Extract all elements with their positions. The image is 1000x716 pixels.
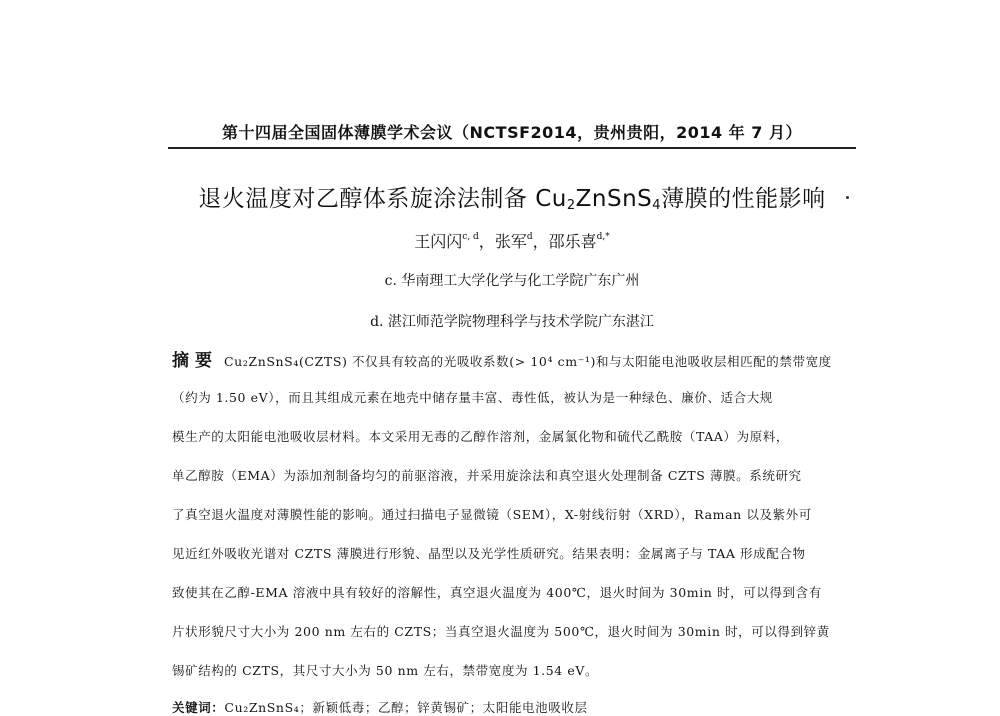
author-3: 邵乐喜 <box>548 232 597 251</box>
keywords-line <box>172 698 860 716</box>
header-rule <box>168 147 856 149</box>
author-2-affil: d <box>526 232 533 242</box>
author-1-affil: c, d <box>462 232 479 242</box>
affiliation-c: c. 华南理工大学化学与化工学院广东广州 <box>384 273 640 289</box>
abstract-line: 片状形貌尺寸大小为 200 nm 左右的 CZTS；当真空退火温度为 500℃，退火时间为 30min 时，可以得到锌黄 <box>172 624 830 639</box>
author-list <box>250 229 774 252</box>
author-2: 张军 <box>494 232 527 251</box>
stray-dot <box>846 196 849 199</box>
title-subscript-2: 4 <box>652 198 662 213</box>
keywords-text: Cu₂ZnSnS₄；新颖低毒；乙醇；锌黄锡矿；太阳能电池吸收层 <box>224 700 588 715</box>
abstract-line <box>172 346 860 371</box>
abstract-line-text: Cu₂ZnSnS₄(CZTS) 不仅具有较高的光吸收系数(> 10⁴ cm⁻¹)和与太阳能电池吸收层相匹配的禁带宽度 <box>224 354 832 369</box>
abstract-line: 模生产的太阳能电池吸收层材料。本文采用无毒的乙醇作溶剂，金属氯化物和硫代乙酰胺（TAA）为原料， <box>172 429 790 444</box>
abstract-line: 锡矿结构的 CZTS，其尺寸大小为 50 nm 左右，禁带宽度为 1.54 eV。 <box>172 663 599 678</box>
abstract-line: 见近红外吸收光谱对 CZTS 薄膜进行形貌、晶型以及光学性质研究。结果表明：金属离子与 TAA 形成配合物 <box>172 546 806 561</box>
abstract-line: 了真空退火温度对薄膜性能的影响。通过扫描电子显微镜（SEM），X-射线衍射（XRD），Raman 以及紫外可 <box>172 507 812 522</box>
paper-title <box>150 180 874 213</box>
abstract-line: 单乙醇胺（EMA）为添加剂制备均匀的前驱溶液，并采用旋涂法和真空退火处理制备 CZTS 薄膜。系统研究 <box>172 468 802 483</box>
abstract-line: 致使其在乙醇-EMA 溶液中具有较好的溶解性，真空退火温度为 400℃，退火时间为 30min 时，可以得到含有 <box>172 585 822 600</box>
title-part-3: 薄膜的性能影响 <box>661 186 826 212</box>
author-separator: ， <box>532 232 549 251</box>
affiliation-d: d. 湛江师范学院物理科学与技术学院广东湛江 <box>370 314 654 330</box>
title-subscript-1: 2 <box>566 198 576 213</box>
abstract-line: （约为 1.50 eV），而且其组成元素在地壳中储存量丰富、毒性低，被认为是一种绿色、廉价、适合大规 <box>172 390 773 405</box>
author-3-affil: d,* <box>596 232 610 242</box>
author-1: 王闪闪 <box>414 232 463 251</box>
abstract-label: 摘要 <box>172 351 218 371</box>
keywords-label: 关键词： <box>172 700 225 715</box>
conference-header: 第十四届全国固体薄膜学术会议（NCTSF2014，贵州贵阳，2014 年 7 月） <box>222 123 802 142</box>
title-part-1: 退火温度对乙醇体系旋涂法制备 Cu <box>198 186 567 212</box>
title-part-2: ZnSnS <box>575 186 653 212</box>
author-separator: ， <box>478 232 495 251</box>
